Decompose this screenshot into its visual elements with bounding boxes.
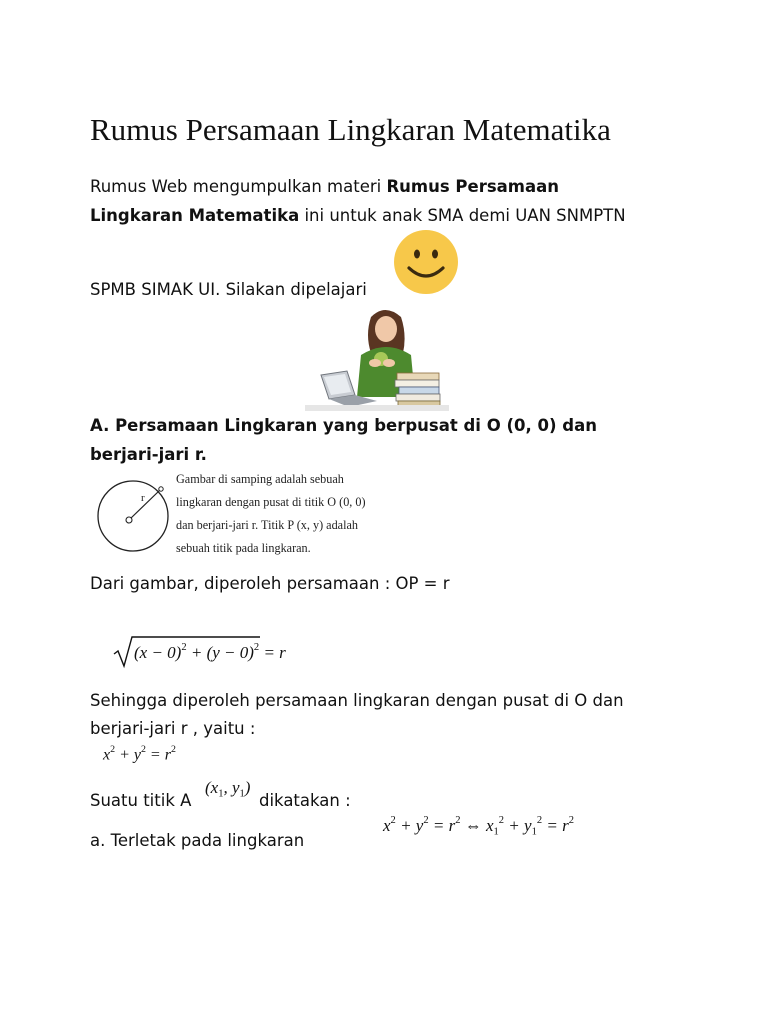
intro-bold-2: Lingkaran Matematika bbox=[90, 206, 300, 225]
sqrt-contents bbox=[134, 642, 286, 663]
equivalence-equation: $x^2 + y^2 = r^2$ ⇔ $x_1^2 + y_1^2 = r^2$ bbox=[383, 815, 574, 838]
exp-1: 2 bbox=[181, 642, 187, 653]
conclusion-line-2: berjari-jari r , yaitu : bbox=[90, 719, 256, 738]
circle-description-line-2: lingkaran dengan pusat di titik O (0, 0) bbox=[176, 495, 366, 509]
equivalence-symbol: ⇔ bbox=[464, 815, 482, 835]
point-definition-post: dikatakan : bbox=[259, 791, 351, 810]
section-a-heading-text-2: berjari-jari r. bbox=[90, 445, 207, 464]
point-coord-x: (x bbox=[205, 778, 219, 797]
smiley-face-icon bbox=[393, 229, 459, 295]
distance-formula bbox=[112, 634, 312, 670]
section-a-heading-line-1 bbox=[90, 411, 597, 440]
eq-y: + y bbox=[115, 746, 141, 764]
circle-description-line-3: dan berjari-jari r. Titik P (x, y) adalah bbox=[176, 518, 358, 532]
intro-line-2 bbox=[90, 201, 626, 230]
circle-diagram bbox=[96, 476, 172, 556]
equiv-x1: x bbox=[485, 815, 494, 835]
point-close: ) bbox=[244, 778, 251, 797]
intro-line-3: SPMB SIMAK UI. Silakan dipelajari bbox=[90, 280, 367, 299]
exp-2: 2 bbox=[253, 642, 260, 653]
conclusion-line-1: Sehingga diperoleh persamaan lingkaran dengan pusat di O dan bbox=[90, 691, 624, 710]
circle-equation bbox=[103, 744, 176, 764]
eq-exp-y: 2 bbox=[140, 744, 146, 755]
formula-rhs: = r bbox=[263, 642, 286, 662]
point-coord-y: , y bbox=[223, 778, 240, 797]
condition-a-label: a. Terletak pada lingkaran bbox=[90, 831, 305, 850]
point-definition-pre: Suatu titik A bbox=[90, 791, 192, 810]
intro-line-1 bbox=[90, 172, 559, 201]
eq-r: = r bbox=[145, 746, 171, 764]
derived-equation-text: Dari gambar, diperoleh persamaan : OP = r bbox=[90, 574, 450, 593]
equiv-x: x bbox=[383, 815, 391, 835]
intro-suffix: ini untuk anak SMA demi UAN SNMPTN bbox=[299, 206, 626, 225]
equiv-y1: + y bbox=[504, 815, 532, 835]
section-a-heading-line-2 bbox=[90, 440, 207, 469]
circle-description-line-1: Gambar di samping adalah sebuah bbox=[176, 472, 344, 486]
eq-exp-x: 2 bbox=[110, 744, 116, 755]
intro-prefix: Rumus Web mengumpulkan materi bbox=[90, 177, 387, 196]
sqrt-term-x: (x − 0) bbox=[134, 642, 182, 662]
eq-x: x bbox=[103, 746, 111, 764]
eq-exp-r: 2 bbox=[170, 744, 176, 755]
intro-bold-1: Rumus Persamaan bbox=[386, 177, 560, 196]
equiv-y: + y bbox=[395, 815, 424, 835]
section-a-heading-text-1: A. Persamaan Lingkaran yang berpusat di O (0, 0) dan bbox=[90, 416, 597, 435]
student-with-laptop-illustration bbox=[305, 305, 449, 411]
sqrt-term-y: + (y − 0) bbox=[190, 642, 254, 662]
page-title: Rumus Persamaan Lingkaran Matematika bbox=[90, 112, 611, 147]
equiv-r2: = r bbox=[542, 815, 569, 835]
point-coordinates: ($x_1$, $y_1$) bbox=[205, 778, 251, 800]
equiv-r: = r bbox=[428, 815, 456, 835]
radius-label: r bbox=[141, 492, 145, 504]
circle-description-line-4: sebuah titik pada lingkaran. bbox=[176, 541, 311, 555]
